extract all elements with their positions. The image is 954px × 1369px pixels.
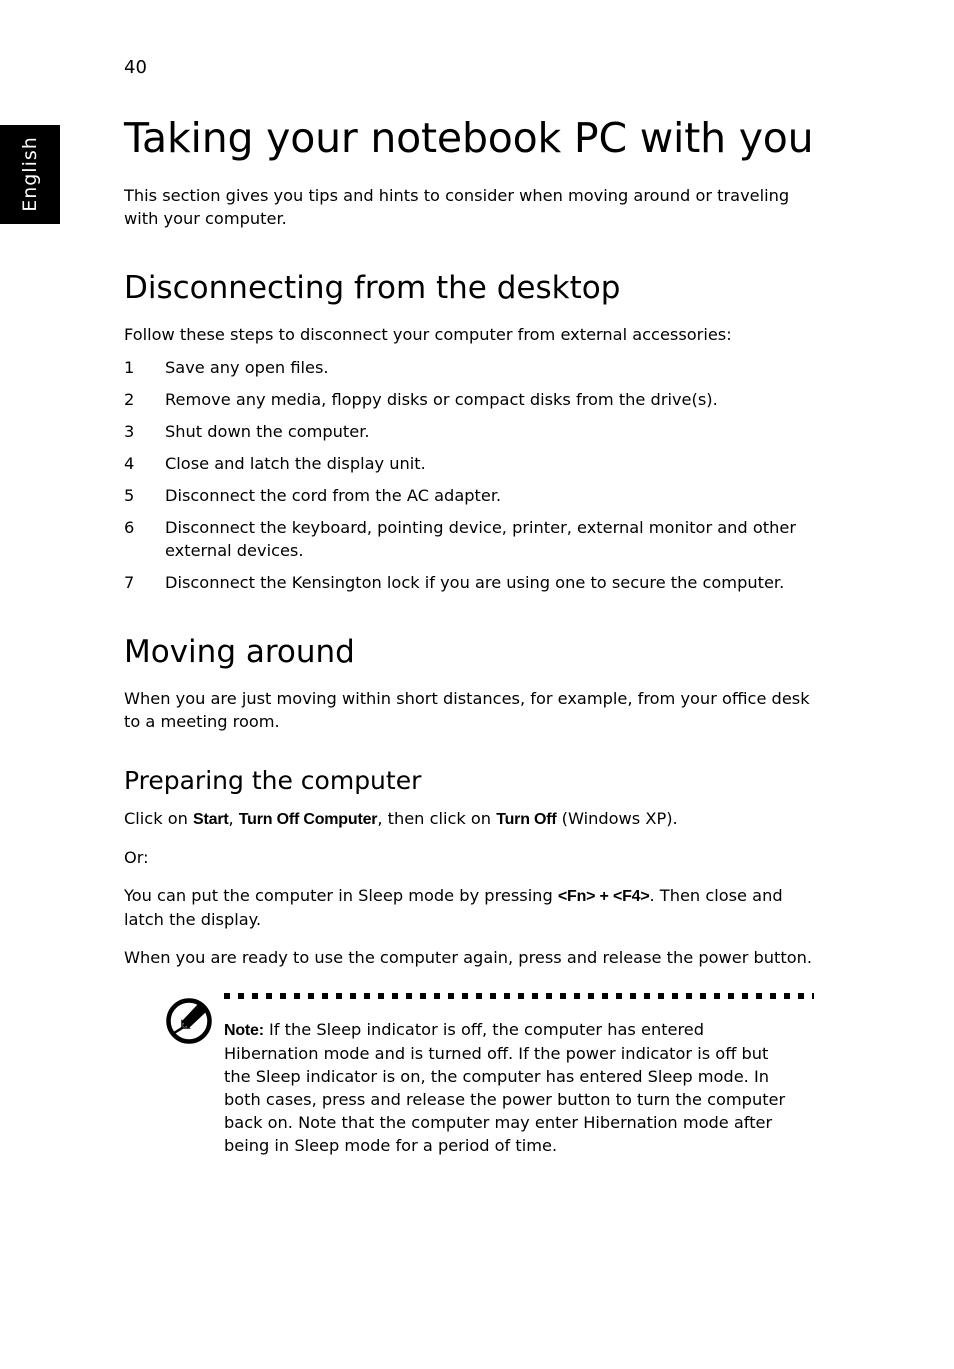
language-side-tab-label: English: [19, 136, 41, 212]
disconnect-steps-list: [124, 356, 814, 594]
note-body: If the Sleep indicator is off, the computer has entered Hibernation mode and is turned off. If the power indicator is off but the Sleep indicator is on, the computer has entered Sleep mode. In both cases, press and release the power button to turn the computer back on. Note that the computer may enter Hibernation mode after being in Sleep mode for a period of time.: [224, 1020, 786, 1155]
section-heading-disconnecting: Disconnecting from the desktop: [124, 270, 621, 306]
step-number: 3: [124, 422, 135, 441]
step-text: Disconnect the keyboard, pointing device, printer, external monitor and other external devices.: [165, 518, 796, 560]
step-number: 2: [124, 390, 135, 409]
text-run: , then click on: [377, 809, 497, 828]
moving-intro: When you are just moving within short distances, for example, from your office desk to a meeting room.: [124, 689, 810, 731]
note-pen-icon: [165, 997, 213, 1045]
step-number: 4: [124, 454, 135, 473]
subsection-heading-preparing: Preparing the computer: [124, 766, 422, 795]
keyword-turn-off-computer: Turn Off Computer: [238, 811, 378, 828]
note-dotted-rule: [224, 993, 814, 999]
text-run: (Windows XP).: [556, 809, 678, 828]
text-run: You can put the computer in Sleep mode by pressing: [124, 886, 558, 905]
preparing-paragraph-sleep: [124, 884, 814, 931]
page-number: 40: [124, 57, 147, 78]
language-side-tab: [0, 125, 60, 224]
list-item: [124, 420, 814, 443]
list-item: [124, 452, 814, 475]
keyword-turn-off: Turn Off: [496, 811, 557, 828]
step-number: 7: [124, 573, 135, 592]
text-run: . Then close and latch the display.: [124, 886, 783, 929]
list-item: [124, 516, 814, 562]
note-text: [224, 1018, 799, 1157]
list-item: [124, 571, 814, 594]
preparing-or: Or:: [124, 848, 149, 867]
page-content: [124, 110, 814, 1157]
step-number: 1: [124, 358, 135, 377]
keyword-hotkey: <Fn> + <F4>: [557, 888, 650, 905]
list-item: [124, 484, 814, 507]
step-text: Shut down the computer.: [165, 422, 370, 441]
text-run: Click on: [124, 809, 194, 828]
step-text: Save any open files.: [165, 358, 329, 377]
preparing-paragraph-turn-off: [124, 807, 814, 831]
text-run: ,: [228, 809, 239, 828]
note-box: [124, 993, 814, 1157]
step-text: Disconnect the cord from the AC adapter.: [165, 486, 502, 505]
step-text: Remove any media, floppy disks or compact disks from the drive(s).: [165, 390, 718, 409]
list-item: [124, 356, 814, 379]
disconnecting-intro: Follow these steps to disconnect your computer from external accessories:: [124, 325, 732, 344]
step-text: Disconnect the Kensington lock if you are using one to secure the computer.: [165, 573, 785, 592]
keyword-start: Start: [193, 811, 229, 828]
note-label: Note:: [224, 1022, 264, 1039]
step-number: 6: [124, 518, 135, 537]
step-text: Close and latch the display unit.: [165, 454, 426, 473]
intro-paragraph: This section gives you tips and hints to consider when moving around or traveling with your computer.: [124, 186, 790, 228]
preparing-paragraph-resume: When you are ready to use the computer again, press and release the power button.: [124, 948, 813, 967]
step-number: 5: [124, 486, 135, 505]
page-title: Taking your notebook PC with you: [124, 114, 814, 162]
list-item: [124, 388, 814, 411]
section-heading-moving: Moving around: [124, 634, 355, 670]
